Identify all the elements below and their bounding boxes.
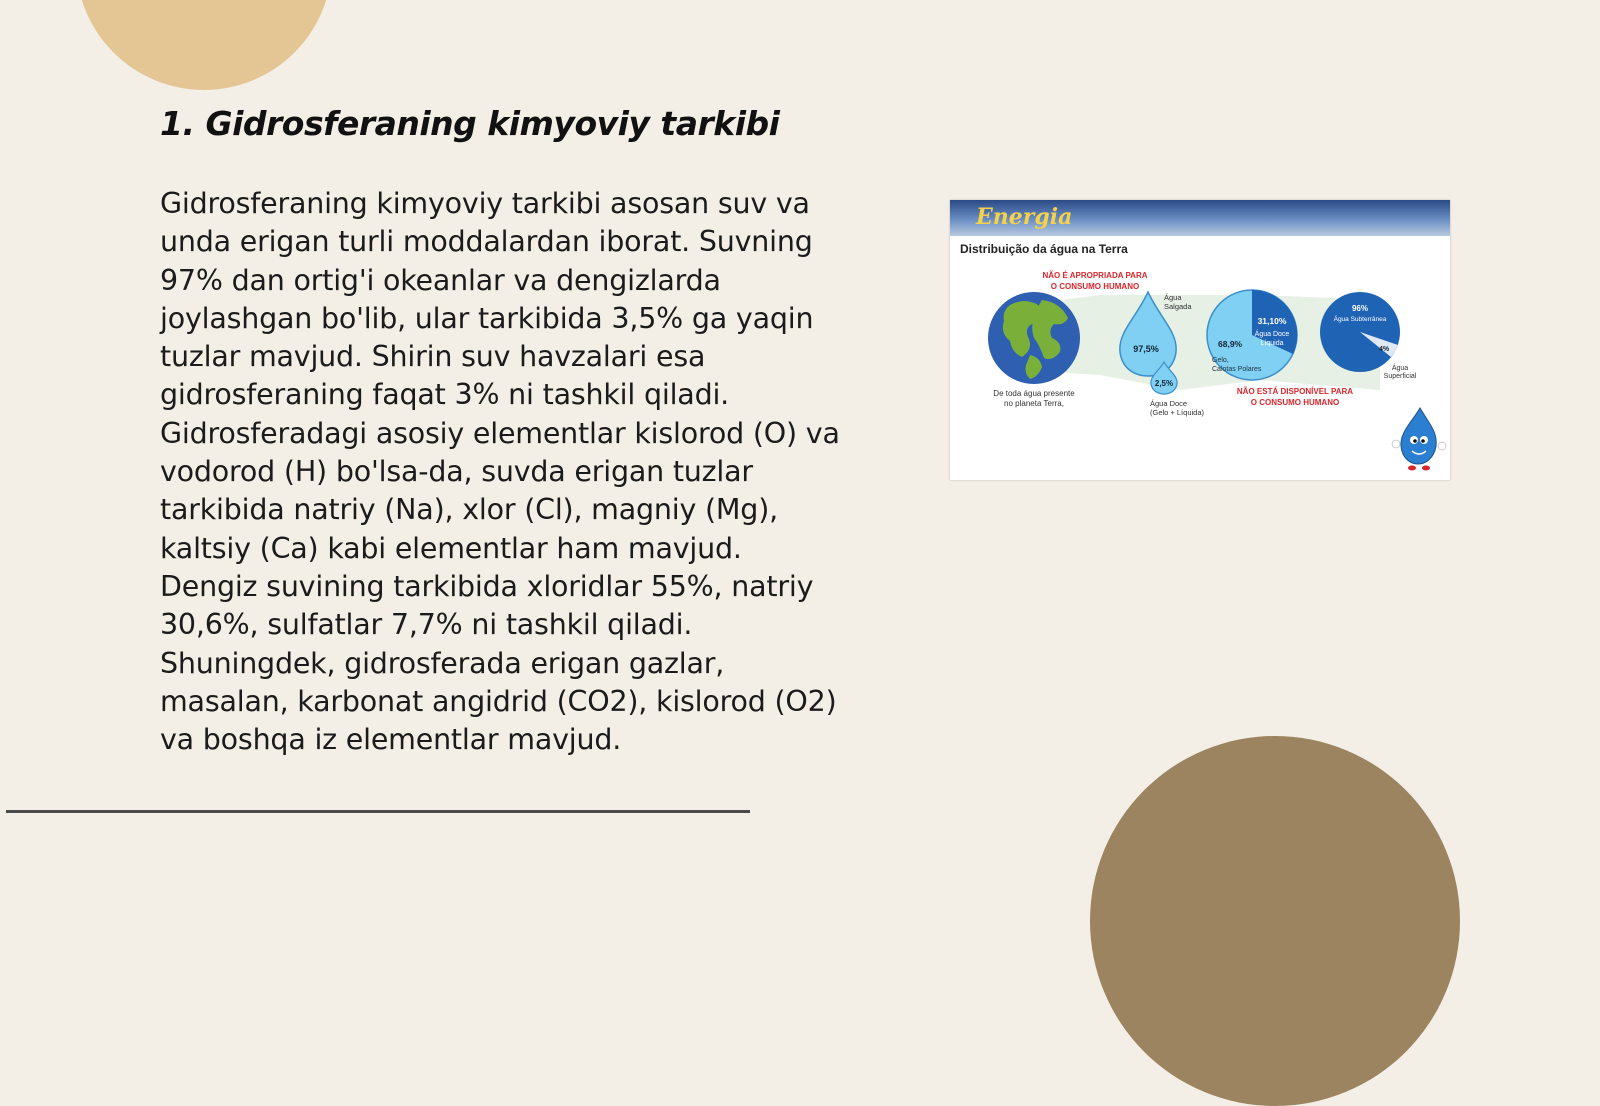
ice-percent: 68,9% [1218,339,1243,349]
not-appropriate-line-2: O CONSUMO HUMANO [1050,282,1140,291]
infographic-graphic [950,200,1450,480]
earth-caption-line-2: no planeta Terra, [1004,399,1064,408]
salt-water-label-line-2: Salgada [1164,302,1192,311]
earth-globe-icon [988,292,1080,384]
liquid-label-line-1: Água Doce [1254,331,1290,338]
fresh-water-label-line-1: Água Doce [1150,399,1188,408]
salt-water-percent: 97,5% [1133,344,1159,354]
not-available-line-1: NÃO ESTÁ DISPONÍVEL PARA [1236,387,1354,396]
not-appropriate-line-1: NÃO É APROPRIADA PARA [1042,271,1148,280]
earth-caption-line-1: De toda água presente [993,389,1075,398]
ice-label-line-1: Gelo, [1212,357,1229,364]
underground-label: Água Subterrânea [1333,316,1387,323]
surface-label-line-2: Superficial [1383,373,1417,380]
liquid-label-line-2: Líquida [1260,340,1284,347]
surface-percent: 4% [1378,346,1390,353]
water-distribution-infographic [950,200,1450,480]
not-available-line-2: O CONSUMO HUMANO [1250,398,1340,407]
salt-water-label-line-1: Água [1164,293,1182,302]
fresh-water-percent: 2,5% [1154,379,1174,388]
liquid-percent: 31,10% [1257,316,1287,326]
divider-line [6,810,750,813]
slide-title: 1. Gidrosferaning kimyoviy tarkibi [160,104,780,143]
decorative-circle-bottom [1090,736,1460,1106]
slide-body-text: Gidrosferaning kimyoviy tarkibi asosan suv va unda erigan turli moddalardan iborat. Suvning 97% dan ortig'i okeanlar va dengizlarda joylashgan bo'lib, ular tarkibida 3,5% ga yaqin tuzlar mavjud. Shirin suv havzalari esa gidrosferaning faqat 3% ni tashkil qiladi. Gidrosferadagi asosiy elementlar kislorod (O) va vodorod (H) bo'lsa-da, suvda erigan tuzlar tarkibida natriy (Na), xlor (Cl), magniy (Mg), kaltsiy (Ca) kabi elementlar ham mavjud. Dengiz suvining tarkibida xloridlar 55%, natriy 30,6%, sulfatlar 7,7% ni tashkil qiladi. Shuningdek, gidrosferada erigan gazlar, masalan, karbonat angidrid (CO2), kislorod (O2) va boshqa iz elementlar mavjud. [160,187,840,757]
decorative-circle-top [76,0,332,90]
water-drop-mascot-icon [1392,408,1446,471]
figure-banner-label: Energia [976,204,1073,230]
figure-title: Distribuição da água na Terra [960,242,1128,256]
ice-label-line-2: Calotas Polares [1212,366,1262,373]
underground-percent: 96% [1351,304,1369,313]
fresh-water-label-line-2: (Gelo + Líquida) [1150,408,1204,417]
surface-label-line-1: Água [1391,365,1409,372]
